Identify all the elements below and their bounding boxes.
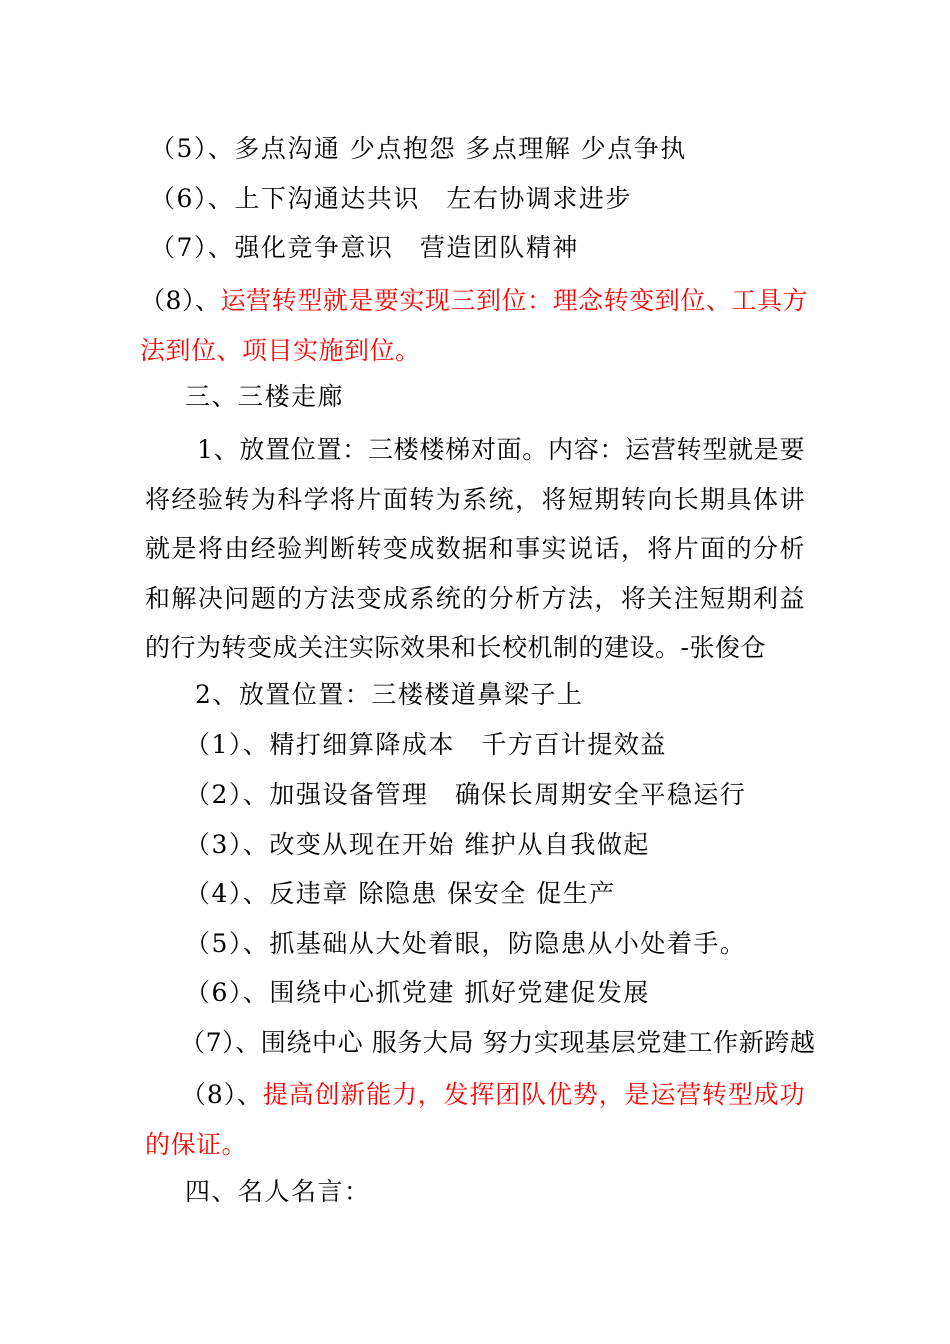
list-item-number: （8）、 (140, 286, 221, 315)
list-item-number: （8）、 (181, 1080, 263, 1109)
highlight-paragraph (145, 1070, 805, 1169)
list-item: （7）、强化竞争意识 营造团队精神 (150, 233, 579, 262)
paragraph: 1、放置位置：三楼楼梯对面。内容：运营转型就是要将经验转为科学将片面转为系统，将短期转向长期具体讲就是将由经验判断转变成数据和事实说话，将片面的分析和解决问题的方法变成系统的分析方法，将关注短期利益的行为转变成关注实际效果和长校机制的建设。-张俊仓 (145, 435, 805, 662)
list-item: （2）、加强设备管理 确保长周期安全平稳运行 (185, 780, 747, 809)
paragraph: 2、放置位置：三楼楼道鼻梁子上 (195, 680, 584, 709)
highlight-text: 提高创新能力，发挥团队优势，是运营转型成功的保证。 (145, 1080, 805, 1159)
list-item: （5）、抓基础从大处着眼，防隐患从小处着手。 (185, 929, 747, 958)
list-item: （3）、改变从现在开始 维护从自我做起 (185, 830, 650, 859)
section-heading: 四、名人名言： (185, 1177, 371, 1206)
list-item: （6）、上下沟通达共识 左右协调求进步 (150, 184, 632, 213)
list-item: （5）、多点沟通 少点抱怨 多点理解 少点争执 (150, 134, 687, 163)
list-item: （4）、反违章 除隐患 保安全 促生产 (185, 879, 616, 908)
list-item: （1）、精打细算降成本 千方百计提效益 (185, 730, 667, 759)
section-heading: 三、三楼走廊 (185, 382, 345, 411)
highlight-paragraph (140, 276, 808, 375)
list-item: （6）、围绕中心抓党建 抓好党建促发展 (185, 978, 650, 1007)
highlight-text: 运营转型就是要实现三到位：理念转变到位、工具方法到位、项目实施到位。 (140, 286, 808, 365)
list-item: （7）、围绕中心 服务大局 努力实现基层党建工作新跨越 (180, 1028, 816, 1057)
